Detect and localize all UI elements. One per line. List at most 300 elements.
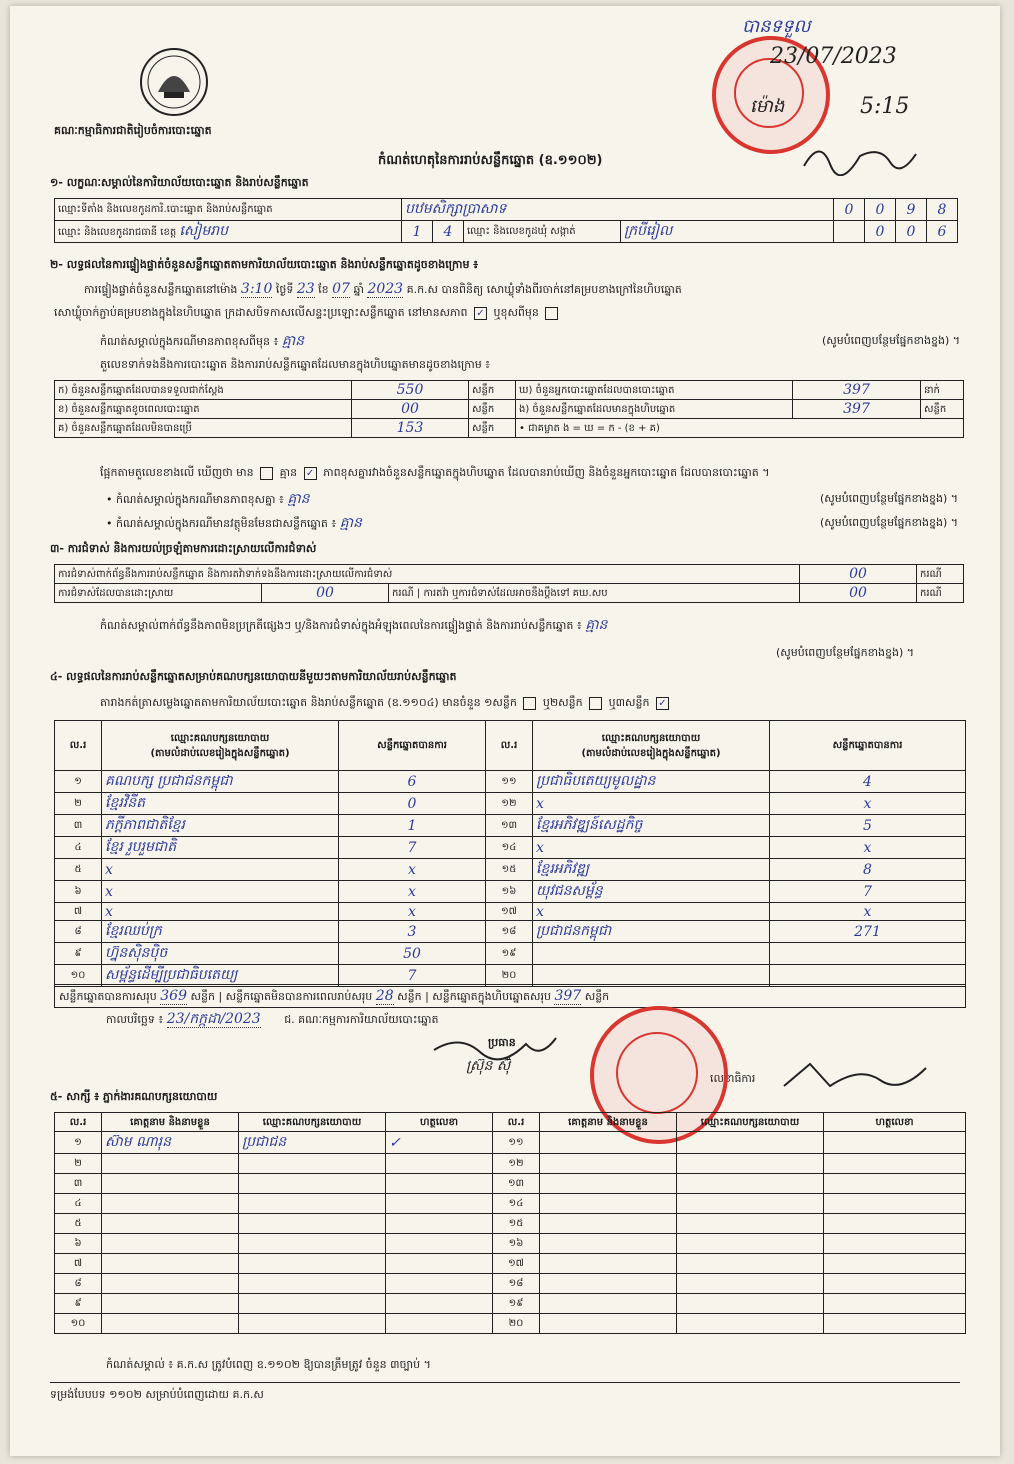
witness-name [102, 1234, 239, 1254]
result-no: ១២ [486, 793, 533, 815]
witness-no: ១៦ [493, 1234, 540, 1254]
witness-name [102, 1274, 239, 1294]
result-no: ៧ [55, 903, 102, 921]
verification-day-label: ថ្ងៃទី [275, 283, 294, 296]
station-name-value: បឋមសិក្សាប្រាសាទ [402, 199, 834, 221]
result-party: ហ្វ៊ុនស៊ិនប៉ិច [102, 943, 339, 965]
witness-name [102, 1154, 239, 1174]
resolved-unit: ករណី [392, 587, 414, 599]
witness-party [239, 1214, 386, 1234]
witness-name [102, 1314, 239, 1334]
table-row [55, 815, 966, 837]
witness-party [677, 1154, 824, 1174]
received-time-label: ម៉ោង [750, 96, 785, 117]
result-party: សម្ព័ន្ធដើម្បីប្រជាធិបតេយ្យ [102, 965, 339, 987]
comparison-rest: ភាពខុសគ្នារវាងចំនួនសន្លឹកឆ្នោតក្នុងហិបឆ្នោត ដែលបានរាប់ឃើញ និងចំនួនអ្នកបោះឆ្នោត ដែលបានបោះឆ្នោត ។ [323, 466, 770, 479]
result-party: ខ្មែរឈប់ក្រ [102, 921, 339, 943]
witness-col-party-right: ឈ្មោះគណបក្សនយោបាយ [677, 1113, 824, 1132]
form-page [10, 6, 1000, 1456]
commune-code-spacer [834, 221, 865, 243]
witness-name [540, 1274, 677, 1294]
object-note-hint: (សូមបំពេញបន្ថែមផ្នែកខាងខ្នង) ។ [819, 516, 958, 529]
witness-no: ១ [55, 1132, 102, 1154]
witness-name [540, 1214, 677, 1234]
col-no: ល.រ [55, 721, 102, 771]
witness-signature [824, 1132, 966, 1154]
witness-no: ៥ [55, 1214, 102, 1234]
commune-code-digit: 0 [896, 221, 927, 243]
secretary-signature [780, 1056, 930, 1100]
table-row [55, 793, 966, 815]
verification-month: 07 [332, 281, 350, 297]
section4-title: ៤- លទ្ធផលនៃការរាប់សន្លឹកឆ្នោតសម្រាប់គណបក្សនយោបាយនីមួយៗតាមការិយាល័យរាប់សន្លឹកឆ្នោត [50, 670, 457, 683]
result-no: ២០ [486, 965, 533, 987]
witness-signature [824, 1214, 966, 1234]
province-label-text: ឈ្មោះ និងលេខកូដរាជធានី ខេត្ត [58, 227, 177, 238]
witness-col-no-right: ល.រ [493, 1113, 540, 1132]
witness-name [540, 1294, 677, 1314]
witness-name: ស៊ាម ណារុន [102, 1132, 239, 1154]
ballot-counts-table [54, 380, 964, 438]
table-row [55, 881, 966, 903]
total-valid: 369 [160, 988, 187, 1004]
witness-party [677, 1314, 824, 1334]
witness-party [677, 1214, 824, 1234]
result-party: x [533, 837, 770, 859]
section1-title: ១- លក្ខណៈសម្គាល់នៃការិយាល័យបោះឆ្នោត និងរាប់សន្លឹកឆ្នោត [50, 176, 309, 189]
chair-name: ស្រ៊ុន ស៊ុំ [466, 1058, 511, 1074]
changed-checkbox[interactable] [545, 307, 558, 320]
verification-time-label: ការផ្ទៀងផ្ទាត់ចំនួនសន្លឹកឆ្នោតនៅម៉ោង [84, 283, 238, 296]
result-votes: 8 [770, 859, 966, 881]
witness-signature [824, 1274, 966, 1294]
result-votes: 4 [770, 771, 966, 793]
table-row [55, 1154, 966, 1174]
result-no: ៤ [55, 837, 102, 859]
section2-title: ២- លទ្ធផលនៃការផ្ទៀងផ្ទាត់ចំនួនសន្លឹកឆ្នោតតាមការិយាល័យបោះឆ្នោត និងរាប់សន្លឹកឆ្នោតដូចខាងក្រោម ៖ [50, 258, 479, 271]
appeal-value: 00 [800, 584, 917, 603]
irregularity-note-line [100, 618, 607, 633]
section3-title: ៣- ការជំទាស់ និងការយល់ច្រឡំតាមការដោះស្រាយលើការជំទាស់ [50, 542, 317, 555]
difference-no-label: គ្មាន [279, 466, 298, 479]
result-no: ៥ [55, 859, 102, 881]
commune-value: ក្របីរៀល [621, 221, 834, 243]
col-party-title: ឈ្មោះគណបក្សនយោបាយ [170, 732, 270, 744]
station-name-label: ឈ្មោះទីតាំង និងលេខកូដការិ.បោះឆ្នោត និងរាប់សន្លឹកឆ្នោត [55, 199, 402, 221]
irregularity-note-hint: (សូមបំពេញបន្ថែមផ្នែកខាងខ្នង) ។ [776, 646, 915, 659]
witness-col-no: ល.រ [55, 1113, 102, 1132]
verification-year-label: ឆ្នាំ [353, 283, 364, 296]
witness-name [540, 1132, 677, 1154]
result-votes: 7 [339, 837, 486, 859]
witness-party [239, 1194, 386, 1214]
result-votes: x [770, 793, 966, 815]
witness-no: ១៥ [493, 1214, 540, 1234]
irregularity-note-label: កំណត់សម្គាល់ពាក់ព័ន្ធនឹងភាពមិនប្រក្រតីផ្សេងៗ ឬ/និងការជំទាស់ក្នុងអំឡុងពេលនៃការផ្ទៀងផ្ទាត់ និងការរាប់សន្លឹកឆ្នោត ៖ [100, 619, 582, 632]
footnote: កំណត់សម្គាល់ ៖ គ.ក.ស ត្រូវបំពេញ ឧ.១១០២ ឱ្យបានត្រឹមត្រូវ ចំនួន ៣ច្បាប់ ។ [106, 1358, 431, 1371]
count-e-unit: សន្លឹក [921, 400, 964, 419]
total-invalid-unit: សន្លឹក [397, 990, 422, 1003]
table-row [55, 771, 966, 793]
col-party [102, 721, 339, 771]
date-value: 23/កក្កដា/2023 [166, 1011, 261, 1027]
verification-line1-rest: គ.ក.ស បានពិនិត្យ សោឃ្លុំទាំងពីរចាក់នៅគម្របខាងក្រៅនៃហិបឆ្នោត [406, 283, 682, 296]
witness-party [677, 1234, 824, 1254]
received-time: 5:15 [860, 94, 910, 119]
table-row [55, 837, 966, 859]
total-valid-unit: សន្លឹក [190, 990, 215, 1003]
col-party-sub: (តាមលំដាប់លេខរៀងក្នុងសន្លឹកឆ្នោត) [150, 747, 290, 759]
witness-signature [386, 1234, 493, 1254]
witness-name [102, 1194, 239, 1214]
seal-note-line [100, 334, 960, 349]
verification-line1 [84, 282, 682, 297]
witness-party [677, 1274, 824, 1294]
witness-signature [824, 1154, 966, 1174]
witness-name [540, 1194, 677, 1214]
witness-no: ១៨ [493, 1274, 540, 1294]
table-row [55, 903, 966, 921]
witness-no: ១០ [55, 1314, 102, 1334]
commune-code-digit: 0 [865, 221, 896, 243]
result-party: យុវជនសម្ព័ន្ធ [533, 881, 770, 903]
totals-row: សន្លឹកឆ្នោតបានការសរុប 369 សន្លឹក | សន្លឹកឆ្នោតមិនបានការពេលរាប់សរុប 28 សន្លឹក | សន្លឹកឆ្នោតក្នុងហិបឆ្នោតសរុប 397 សន្លឹក [54, 984, 966, 1008]
witness-party [677, 1254, 824, 1274]
complaints-row1-label: ការជំទាស់ពាក់ព័ន្ធនឹងការរាប់សន្លឹកឆ្នោត និងការតវ៉ាទាក់ទងនឹងការដោះស្រាយលើការជំទាស់ [55, 565, 800, 584]
result-no: ២ [55, 793, 102, 815]
count-d-value: 397 [793, 381, 921, 400]
count-formula: • ជាគម្លាត ង = ឃ = ក - (ខ + គ) [516, 419, 964, 438]
total-box-label: សន្លឹកឆ្នោតក្នុងហិបឆ្នោតសរុប [432, 990, 551, 1003]
count-a-label: ក) ចំនួនសន្លឹកឆ្នោតដែលបានទទួលជាក់ស្តែង [55, 381, 352, 400]
witness-no: ៧ [55, 1254, 102, 1274]
difference-note-label: • កំណត់សម្គាល់ក្នុងករណីមានភាពខុសគ្នា ៖ [106, 493, 284, 506]
count-c-value: 153 [352, 419, 469, 438]
tally-sheet-intro: តារាងកត់ត្រាសម្លេងឆ្នោតតាមការិយាល័យបោះឆ្នោត និងរាប់សន្លឹកឆ្នោត (ឧ.១១០៤) មានចំនួន ១សន្លឹក [100, 696, 517, 709]
result-party: ខ្មែរអភិវឌ្ឍន៍សេដ្ឋកិច្ច [533, 815, 770, 837]
province-code-digit: 4 [433, 221, 464, 243]
complaints-table [54, 564, 964, 603]
table-row [55, 859, 966, 881]
result-no: ១៦ [486, 881, 533, 903]
table-row [55, 1194, 966, 1214]
commune-code-digit: 6 [927, 221, 958, 243]
object-note-label: • កំណត់សម្គាល់ក្នុងករណីមានវត្ថុមិនមែនជាសន្លឹកឆ្នោត ៖ [106, 517, 337, 530]
result-no: ១៤ [486, 837, 533, 859]
result-party: ខ្មែរវិនីត [102, 793, 339, 815]
difference-no-checkbox[interactable]: ✓ [304, 467, 317, 480]
witness-signature [386, 1214, 493, 1234]
org-name: គណៈកម្មាធិការជាតិរៀបចំការបោះឆ្នោត [54, 124, 212, 137]
result-party: ភក្តីភាពជាតិខ្មែរ [102, 815, 339, 837]
result-party: x [533, 793, 770, 815]
result-votes: x [770, 903, 966, 921]
difference-note-hint: (សូមបំពេញបន្ថែមផ្នែកខាងខ្នង) ។ [819, 492, 958, 505]
total-valid-label: សន្លឹកឆ្នោតបានការសរុប [59, 990, 157, 1003]
result-votes: x [339, 859, 486, 881]
witness-no: ៩ [55, 1294, 102, 1314]
witness-signature [386, 1154, 493, 1174]
total-box-unit: សន្លឹក [584, 990, 610, 1003]
comparison-text: ផ្អែកតាមតួលេខខាងលើ ឃើញថា មាន [100, 466, 254, 479]
result-votes: 7 [770, 881, 966, 903]
witness-name [102, 1214, 239, 1234]
witness-party [239, 1174, 386, 1194]
chair-signature [430, 1030, 560, 1074]
resolved-value: 00 [262, 584, 389, 603]
resolved-label: ការជំទាស់ដែលបានដោះស្រាយ [55, 584, 262, 603]
result-party: x [102, 903, 339, 921]
table-row [55, 921, 966, 943]
result-party: ខ្មែរអភិវឌ្ឍ [533, 859, 770, 881]
witness-party [239, 1314, 386, 1334]
received-date: 23/07/2023 [770, 44, 897, 69]
result-votes: 6 [339, 771, 486, 793]
complaints-row1-value: 00 [800, 565, 917, 584]
changed-option-label: ឬខុសពីមុន [493, 306, 539, 319]
result-no: ៣ [55, 815, 102, 837]
complaints-row1-unit: ករណី [917, 565, 964, 584]
three-sheets-label: ឬ៣សន្លឹក [608, 696, 650, 709]
witness-signature [386, 1194, 493, 1214]
result-no: ១ [55, 771, 102, 793]
witness-party [677, 1194, 824, 1214]
chair-label: ប្រធាន [488, 1036, 516, 1049]
table-row [55, 1234, 966, 1254]
form-title: កំណត់ហេតុនៃការរាប់សន្លឹកឆ្នោត (ឧ.១១០២) [378, 153, 603, 168]
received-label: បានទទួល [742, 16, 811, 37]
table-row [55, 1294, 966, 1314]
witness-no: ៤ [55, 1194, 102, 1214]
result-votes: x [770, 837, 966, 859]
results-table [54, 720, 966, 987]
witness-signature [824, 1234, 966, 1254]
witness-col-name: គោត្តនាម និងនាមខ្លួន [102, 1113, 239, 1132]
verification-year: 2023 [367, 281, 404, 297]
witness-no: ៣ [55, 1174, 102, 1194]
col-votes: សន្លឹកឆ្នោតបានការ [339, 721, 486, 771]
committee-label: ជ. គណៈកម្មការការិយាល័យបោះឆ្នោត [284, 1013, 439, 1026]
result-party: គណបក្ស ប្រជាជនកម្ពុជា [102, 771, 339, 793]
witness-col-sign: ហត្ថលេខា [386, 1113, 493, 1132]
difference-note-line [106, 492, 958, 507]
col-party-title-right: ឈ្មោះគណបក្សនយោបាយ [601, 732, 701, 744]
witness-party [677, 1294, 824, 1314]
count-b-label: ខ) ចំនួនសន្លឹកឆ្នោតខូចពេលបោះឆ្នោត [55, 400, 352, 419]
appeal-label: ករណី | ការតវ៉ា ឬការជំទាស់ដែលអាចនឹងប្តឹងទៅ គឃ.សប [389, 584, 800, 603]
result-votes: x [339, 903, 486, 921]
result-votes [770, 943, 966, 965]
footer-divider [50, 1382, 960, 1383]
witness-name [540, 1154, 677, 1174]
witness-party [239, 1234, 386, 1254]
seal-note-value: គ្មាន [281, 333, 305, 349]
secretary-label: លេខាធិការ [710, 1072, 756, 1085]
total-box: 397 [554, 988, 582, 1004]
witness-no: ១១ [493, 1132, 540, 1154]
witness-signature [386, 1314, 493, 1334]
witness-party [677, 1174, 824, 1194]
object-note-value: គ្មាន [339, 515, 362, 531]
two-sheets-checkbox[interactable] [589, 697, 602, 710]
appeal-unit: ករណី [917, 584, 964, 603]
col-party-sub-right: (តាមលំដាប់លេខរៀងក្នុងសន្លឹកឆ្នោត) [581, 747, 721, 759]
receiver-signature [800, 136, 920, 180]
count-d-unit: នាក់ [921, 381, 964, 400]
result-party: ខ្មែរ រួបរួមជាតិ [102, 837, 339, 859]
witness-signature [824, 1254, 966, 1274]
station-code-digit: 9 [896, 199, 927, 221]
result-votes: 7 [339, 965, 486, 987]
witness-party [239, 1294, 386, 1314]
result-party: x [102, 881, 339, 903]
col-party-right [533, 721, 770, 771]
witness-signature [824, 1294, 966, 1314]
witness-name [102, 1174, 239, 1194]
result-no: ១០ [55, 965, 102, 987]
witness-col-sign-right: ហត្ថលេខា [824, 1113, 966, 1132]
witness-name [540, 1254, 677, 1274]
comparison-line [100, 466, 769, 480]
seal-note-hint: (សូមបំពេញបន្ថែមផ្នែកខាងខ្នង) ។ [821, 334, 960, 347]
appeal-label-text: ការតវ៉ា ឬការជំទាស់ដែលអាចនឹងប្តឹងទៅ គឃ.សប [423, 587, 608, 599]
witness-signature [386, 1294, 493, 1314]
result-votes: x [339, 881, 486, 903]
witness-no: ២ [55, 1154, 102, 1174]
witness-no: ១៣ [493, 1174, 540, 1194]
witness-signature [386, 1174, 493, 1194]
witness-name [540, 1234, 677, 1254]
result-party: x [533, 903, 770, 921]
verification-time: 3:10 [240, 281, 273, 297]
province-label [55, 221, 402, 243]
result-no: ១៩ [486, 943, 533, 965]
witness-no: ២០ [493, 1314, 540, 1334]
result-no: ១៥ [486, 859, 533, 881]
witness-col-party: ឈ្មោះគណបក្សនយោបាយ [239, 1113, 386, 1132]
result-votes: 1 [339, 815, 486, 837]
verification-line2 [54, 306, 561, 320]
witness-party [677, 1132, 824, 1154]
count-a-value: 550 [352, 381, 469, 400]
witness-no: ១៩ [493, 1294, 540, 1314]
commune-label: ឈ្មោះ និងលេខកូដឃុំ សង្កាត់ [464, 221, 621, 243]
result-votes: 3 [339, 921, 486, 943]
table-row [55, 1274, 966, 1294]
table-row [55, 1254, 966, 1274]
table-row [55, 1314, 966, 1334]
result-no: ១១ [486, 771, 533, 793]
witness-signature [824, 1314, 966, 1334]
witness-party [239, 1254, 386, 1274]
result-no: ១៣ [486, 815, 533, 837]
count-a-unit: សន្លឹក [469, 381, 516, 400]
verification-month-label: ខែ [318, 283, 329, 296]
total-invalid: 28 [375, 988, 394, 1004]
witness-signature [824, 1194, 966, 1214]
one-sheet-checkbox[interactable] [523, 697, 536, 710]
irregularity-note-value: គ្មាន [585, 617, 608, 633]
result-no: ១៨ [486, 921, 533, 943]
tally-sheet-line [100, 696, 672, 710]
witness-signature [386, 1254, 493, 1274]
witness-table [54, 1112, 966, 1334]
result-no: ៦ [55, 881, 102, 903]
three-sheets-checkbox[interactable]: ✓ [656, 697, 669, 710]
station-code-digit: 0 [865, 199, 896, 221]
witness-party [239, 1154, 386, 1174]
result-no: ៨ [55, 921, 102, 943]
seal-note-label: កំណត់សម្គាល់ក្នុងករណីមានភាពខុសពីមុន ៖ [100, 335, 279, 348]
table-row [55, 1132, 966, 1154]
witness-no: ១៧ [493, 1254, 540, 1274]
result-votes: 271 [770, 921, 966, 943]
table-row [55, 943, 966, 965]
witness-name [102, 1294, 239, 1314]
witness-col-name-right: គោត្តនាម និងនាមខ្លួន [540, 1113, 677, 1132]
witness-name [540, 1314, 677, 1334]
province-code-digit: 1 [402, 221, 433, 243]
result-party: ប្រជាធិបតេយ្យមូលដ្ឋាន [533, 771, 770, 793]
section5-title: ៥- សាក្សី ៖ ភ្នាក់ងារគណបក្សនយោបាយ [50, 1090, 218, 1103]
station-id-table [54, 198, 958, 243]
result-votes: 5 [770, 815, 966, 837]
witness-party [239, 1274, 386, 1294]
total-invalid-label: សន្លឹកឆ្នោតមិនបានការពេលរាប់សរុប [225, 990, 373, 1003]
witness-party: ប្រជាជន [239, 1132, 386, 1154]
witness-name [540, 1174, 677, 1194]
table-row [55, 1214, 966, 1234]
date-line [106, 1012, 439, 1027]
object-note-line [106, 516, 958, 531]
verification-day: 23 [296, 281, 315, 297]
table-row [55, 1174, 966, 1194]
intact-checkbox[interactable]: ✓ [474, 307, 487, 320]
count-e-label: ង) ចំនួនសន្លឹកឆ្នោតដែលមានក្នុងហិបឆ្នោត [516, 400, 793, 419]
count-c-unit: សន្លឹក [469, 419, 516, 438]
witness-no: ១៤ [493, 1194, 540, 1214]
result-party: x [102, 859, 339, 881]
witness-no: ៨ [55, 1274, 102, 1294]
station-code-digit: 8 [927, 199, 958, 221]
result-party [533, 943, 770, 965]
date-label: កាលបរិច្ឆេទ ៖ [106, 1013, 164, 1026]
result-no: ១៧ [486, 903, 533, 921]
difference-yes-checkbox[interactable] [260, 467, 273, 480]
col-no-right: ល.រ [486, 721, 533, 771]
witness-no: ១២ [493, 1154, 540, 1174]
witness-signature: ✓ [386, 1132, 493, 1154]
count-d-label: ឃ) ចំនួនអ្នកបោះឆ្នោតដែលបានបោះឆ្នោត [516, 381, 793, 400]
witness-signature [386, 1274, 493, 1294]
count-e-value: 397 [793, 400, 921, 419]
verification-line2-text: សោឃ្លុំចាក់ភ្ជាប់គម្របខាងក្នុងនៃហិបឆ្នោត ក្រដាសបិទកាសលើសន្ទះប្រឡោះសន្លឹកឆ្នោត នៅមានសភាព [54, 306, 468, 319]
difference-note-value: គ្មាន [287, 491, 310, 507]
result-party: ប្រជាជនកម្ពុជា [533, 921, 770, 943]
witness-name [102, 1254, 239, 1274]
witness-signature [824, 1174, 966, 1194]
count-b-unit: សន្លឹក [469, 400, 516, 419]
count-c-label: គ) ចំនួនសន្លឹកឆ្នោតដែលមិនបានប្រើ [55, 419, 352, 438]
station-code-digit: 0 [834, 199, 865, 221]
two-sheets-label: ឬ២សន្លឹក [542, 696, 583, 709]
result-votes: 50 [339, 943, 486, 965]
nec-logo [138, 46, 210, 118]
counts-intro: តួលេខទាក់ទងនឹងការបោះឆ្នោត និងការរាប់សន្លឹកឆ្នោតដែលមានក្នុងហិបឆ្នោតមានដូចខាងក្រោម ៖ [100, 358, 491, 371]
result-votes: 0 [339, 793, 486, 815]
col-votes-right: សន្លឹកឆ្នោតបានការ [770, 721, 966, 771]
witness-no: ៦ [55, 1234, 102, 1254]
